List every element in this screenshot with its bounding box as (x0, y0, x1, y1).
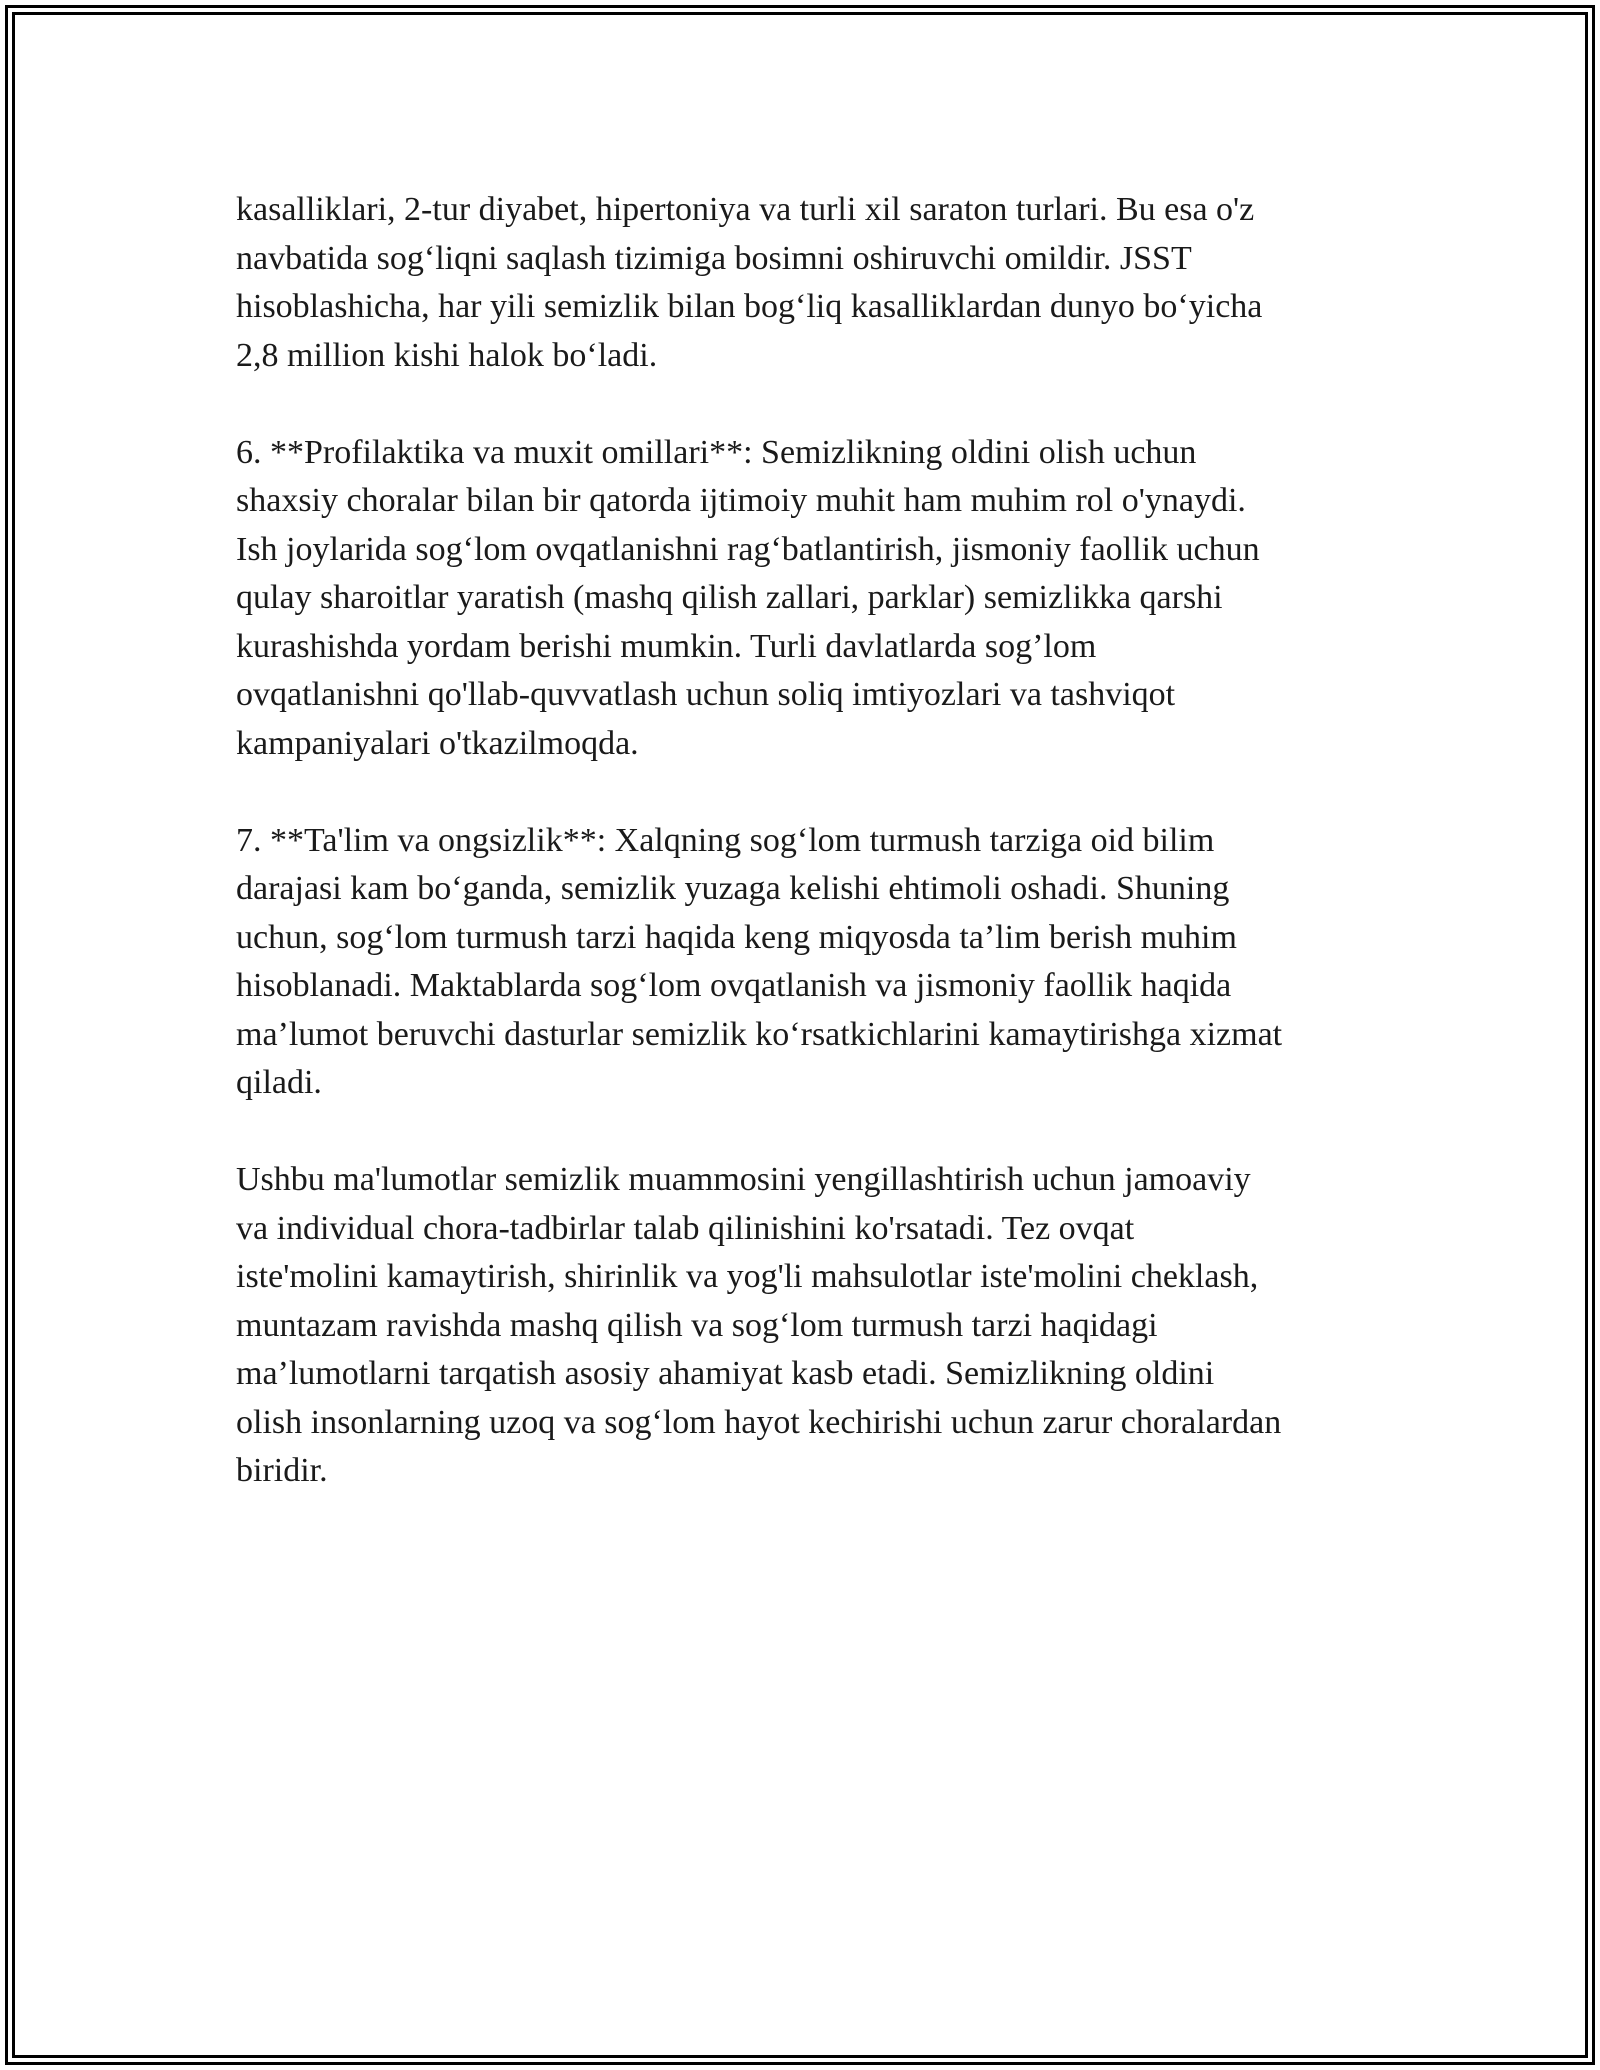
text-line: 2,8 million kishi halok bo‘ladi. (236, 336, 658, 374)
text-line: 7. **Ta'lim va ongsizlik**: Xalqning sog‘lom turmush tarziga oid bilim (236, 821, 1215, 859)
text-line: kurashishda yordam berishi mumkin. Turli davlatlarda sog’lom (236, 627, 1097, 665)
text-line: shaxsiy choralar bilan bir qatorda ijtimoiy muhit ham muhim rol o'ynaydi. (236, 482, 1246, 519)
text-line: Ushbu ma'lumotlar semizlik muammosini yengillashtirish uchun jamoaviy (236, 1161, 1251, 1198)
text-line: muntazam ravishda mashq qilish va sog‘lom turmush tarzi haqidagi (236, 1306, 1158, 1344)
text-line: ma’lumotlarni tarqatish asosiy ahamiyat kasb etadi. Semizlikning oldini (236, 1355, 1215, 1392)
text-line: va individual chora-tadbirlar talab qilinishini ko'rsatadi. Tez ovqat (236, 1209, 1135, 1247)
text-line: kampaniyalari o'tkazilmoqda. (236, 724, 639, 762)
text-line: navbatida sog‘liqni saqlash tizimiga bosimni oshiruvchi omildir. JSST (236, 239, 1192, 277)
paragraph-health-consequences (236, 186, 1376, 380)
paragraph-prevention-environment (236, 429, 1376, 769)
text-line: uchun, sog‘lom turmush tarzi haqida keng miqyosda ta’lim berish muhim (236, 918, 1237, 956)
text-line: hisoblashicha, har yili semizlik bilan bog‘liq kasalliklardan dunyo bo‘yicha (236, 288, 1263, 325)
text-line: 6. **Profilaktika va muxit omillari**: Semizlikning oldini olish uchun (236, 433, 1197, 471)
text-line: ma’lumot beruvchi dasturlar semizlik ko‘rsatkichlarini kamaytirishga xizmat (236, 1015, 1283, 1053)
text-line: Ish joylarida sog‘lom ovqatlanishni rag‘batlantirish, jismoniy faollik uchun (236, 530, 1260, 568)
text-line: olish insonlarning uzoq va sog‘lom hayot kechirishi uchun zarur choralardan (236, 1403, 1282, 1441)
text-line: qiladi. (236, 1064, 322, 1101)
text-line: darajasi kam bo‘ganda, semizlik yuzaga kelishi ehtimoli oshadi. Shuning (236, 870, 1230, 907)
paragraph-conclusion (236, 1156, 1376, 1496)
text-line: hisoblanadi. Maktablarda sog‘lom ovqatlanish va jismoniy faollik haqida (236, 967, 1232, 1004)
document-body (236, 186, 1376, 1544)
text-line: iste'molini kamaytirish, shirinlik va yog'li mahsulotlar iste'molini cheklash, (236, 1258, 1259, 1295)
text-line: biridir. (236, 1452, 328, 1489)
text-line: qulay sharoitlar yaratish (mashq qilish zallari, parklar) semizlikka qarshi (236, 579, 1223, 616)
paragraph-education-awareness (236, 817, 1376, 1108)
text-line: kasalliklari, 2-tur diyabet, hipertoniya va turli xil saraton turlari. Bu esa o'z (236, 191, 1255, 228)
text-line: ovqatlanishni qo'llab-quvvatlash uchun soliq imtiyozlari va tashviqot (236, 676, 1176, 713)
